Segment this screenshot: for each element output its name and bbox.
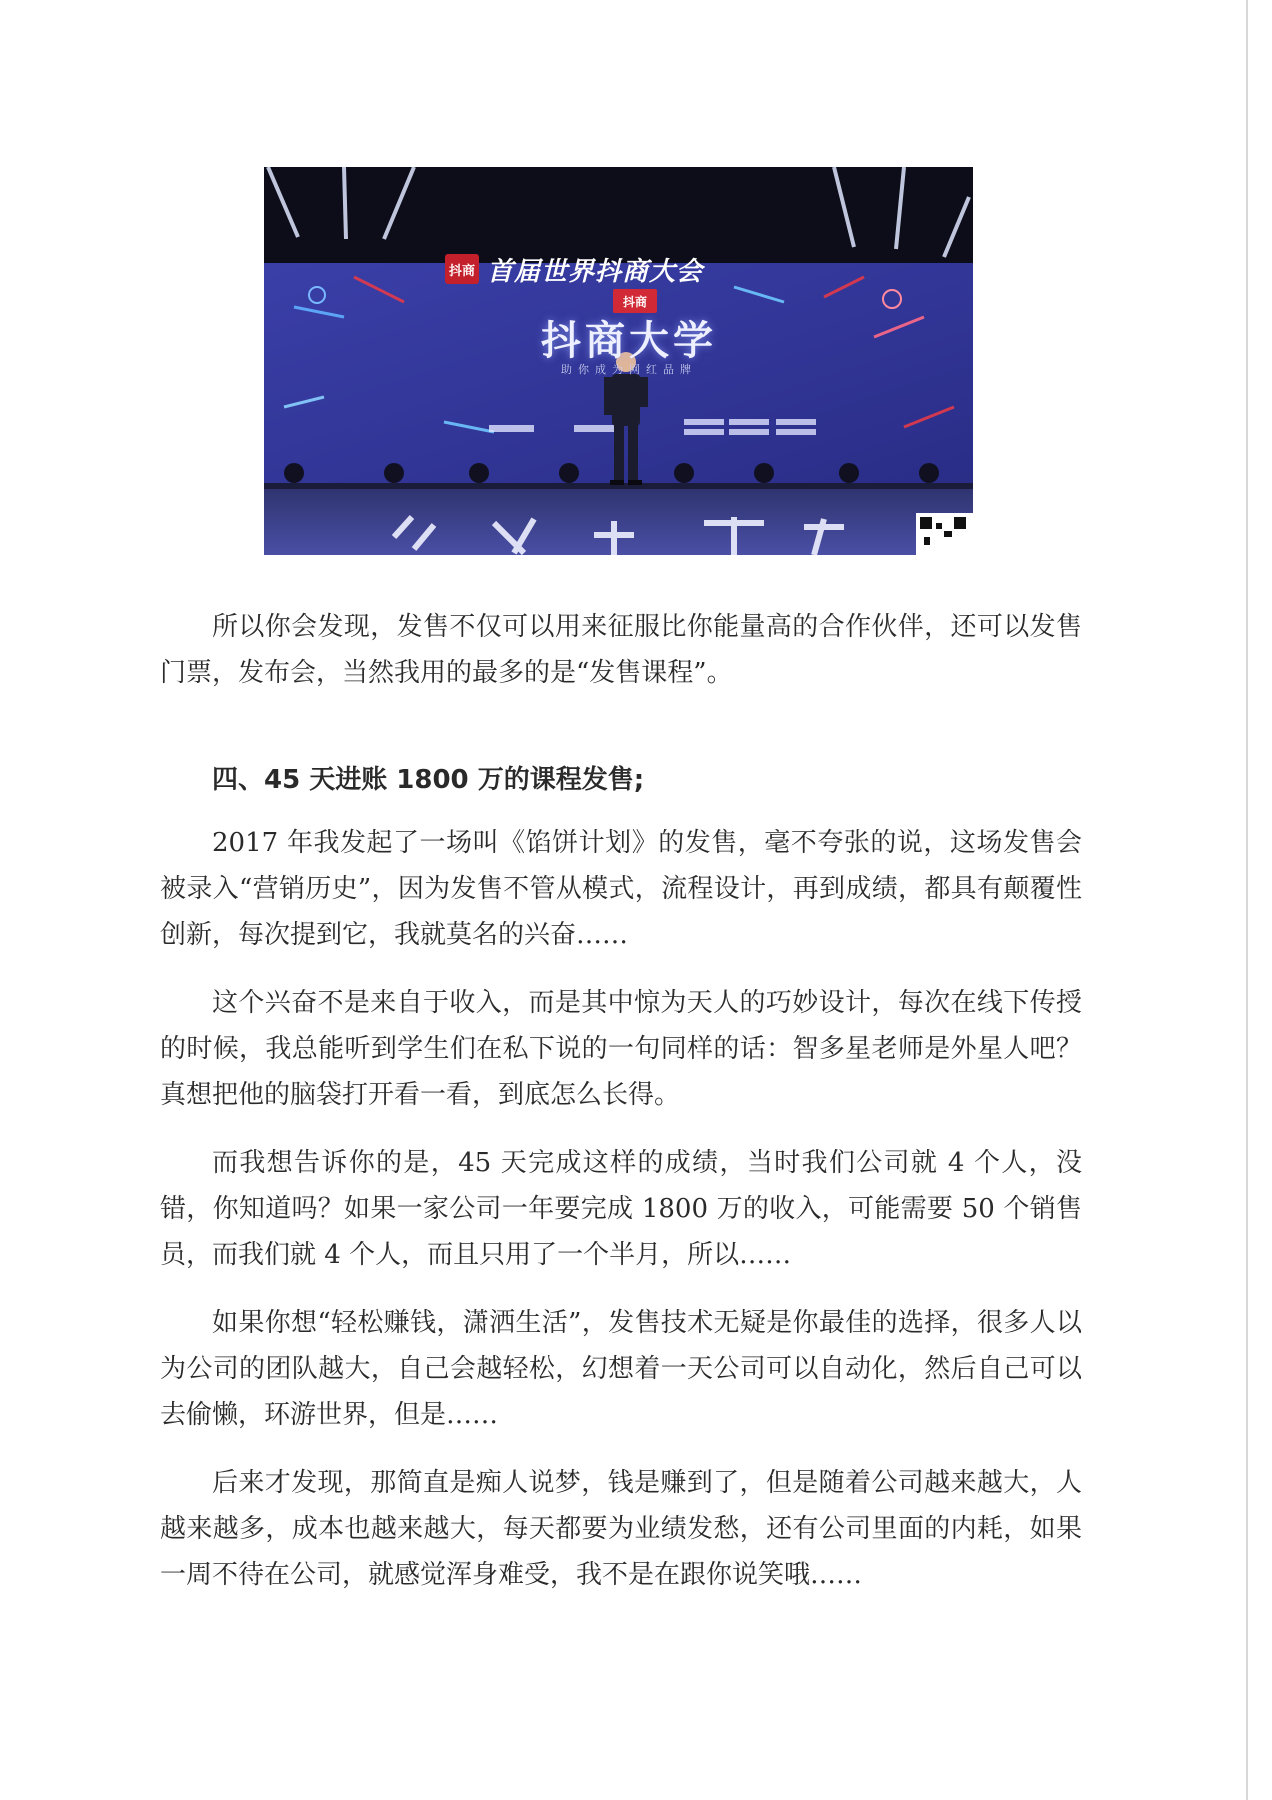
- stage-logo: 抖商: [613, 289, 657, 313]
- paragraph-launch: 2017 年我发起了一场叫《馅饼计划》的发售，毫不夸张的说，这场发售会被录入“营销历史”，因为发售不管从模式，流程设计，再到成绩，都具有颠覆性创新，每次提到它，我就莫名的兴奋……: [160, 828, 1082, 950]
- stage-subtitle: 助你成为网红品牌: [561, 363, 697, 376]
- conference-photo: [264, 167, 973, 555]
- stage-title: 抖商大学: [541, 318, 717, 364]
- paragraph-reality: 后来才发现，那简直是痴人说梦，钱是赚到了，但是随着公司越来越大，人越来越多，成本也越来越大，每天都要为业绩发愁，还有公司里面的内耗，如果一周不待在公司，就感觉浑身难受，我不是在跟你说笑哦……: [160, 1468, 1082, 1590]
- paragraph-intro: 所以你会发现，发售不仅可以用来征服比你能量高的合作伙伴，还可以发售门票，发布会，当然我用的最多的是“发售课程”。: [160, 612, 1082, 688]
- event-title: 首届世界抖商大会: [487, 256, 704, 287]
- douyin-business-logo: 抖商: [445, 254, 479, 284]
- paragraph-results: 而我想告诉你的是，45 天完成这样的成绩，当时我们公司就 4 个人，没错，你知道吗？如果一家公司一年要完成 1800 万的收入，可能需要 50 个销售员，而我们就 4 个人，而且只用了一个半月，所以……: [160, 1148, 1082, 1270]
- paragraph-easy-money: 如果你想“轻松赚钱，潇洒生活”，发售技术无疑是你最佳的选择，很多人以为公司的团队越大，自己会越轻松，幻想着一天公司可以自动化，然后自己可以去偷懒，环游世界，但是……: [160, 1308, 1082, 1430]
- scan-edge-mark: [1246, 0, 1248, 1800]
- qr-code: [916, 513, 973, 555]
- section-heading: 四、45 天进账 1800 万的课程发售;: [212, 765, 645, 795]
- event-banner: [445, 251, 703, 287]
- paragraph-excitement: 这个兴奋不是来自于收入，而是其中惊为天人的巧妙设计，每次在线下传授的时候，我总能听到学生们在私下说的一句同样的话：智多星老师是外星人吧？真想把他的脑袋打开看一看，到底怎么长得。: [160, 988, 1082, 1110]
